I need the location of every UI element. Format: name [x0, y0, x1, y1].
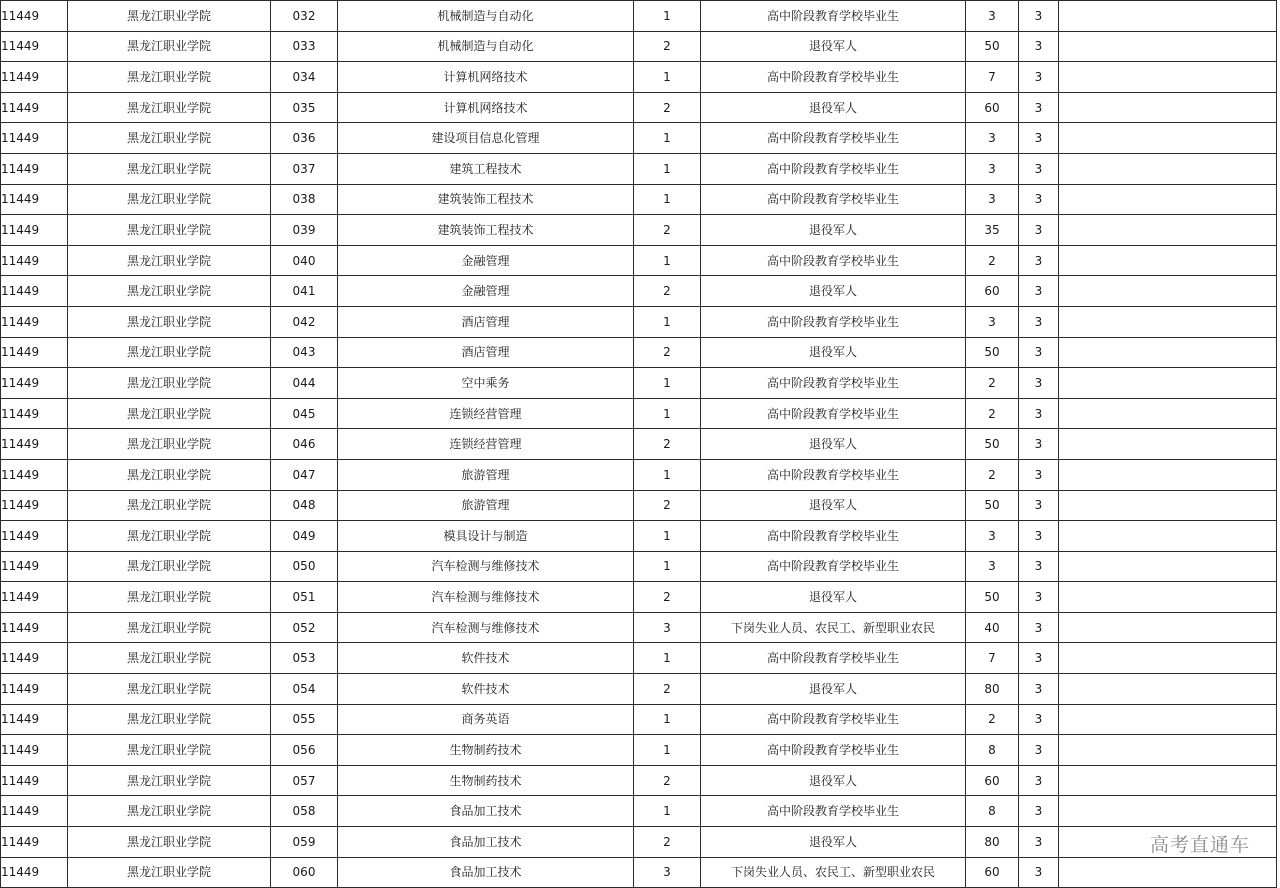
remarks-cell [1059, 337, 1277, 368]
major-code-cell: 045 [271, 398, 338, 429]
plan-count-cell: 3 [966, 123, 1019, 154]
duration-cell: 3 [1019, 429, 1059, 460]
duration-cell: 3 [1019, 62, 1059, 93]
plan-type-cell: 2 [634, 337, 701, 368]
enrollment-category-cell: 退役军人 [701, 674, 966, 705]
remarks-cell [1059, 459, 1277, 490]
table-row [1, 398, 1277, 429]
watermark: 高考直通车 [1149, 834, 1250, 856]
institution-code-cell: 11449 [1, 245, 68, 276]
institution-code-cell: 11449 [1, 62, 68, 93]
table-row [1, 765, 1277, 796]
duration-cell: 3 [1019, 1, 1059, 32]
major-code-cell: 038 [271, 184, 338, 215]
institution-code-cell: 11449 [1, 827, 68, 858]
institution-code-cell: 11449 [1, 765, 68, 796]
enrollment-category-cell: 高中阶段教育学校毕业生 [701, 398, 966, 429]
institution-code-cell: 11449 [1, 153, 68, 184]
table-row [1, 643, 1277, 674]
plan-count-cell: 50 [966, 31, 1019, 62]
major-code-cell: 049 [271, 521, 338, 552]
major-name-cell: 汽车检测与维修技术 [338, 551, 634, 582]
table-row [1, 735, 1277, 766]
duration-cell: 3 [1019, 857, 1059, 888]
major-name-cell: 建筑装饰工程技术 [338, 215, 634, 246]
plan-type-cell: 1 [634, 368, 701, 399]
plan-type-cell: 1 [634, 62, 701, 93]
institution-code-cell: 11449 [1, 398, 68, 429]
duration-cell: 3 [1019, 215, 1059, 246]
institution-code-cell: 11449 [1, 643, 68, 674]
institution-code-cell: 11449 [1, 123, 68, 154]
major-code-cell: 056 [271, 735, 338, 766]
table-row [1, 674, 1277, 705]
duration-cell: 3 [1019, 796, 1059, 827]
major-name-cell: 机械制造与自动化 [338, 1, 634, 32]
institution-name-cell: 黑龙江职业学院 [68, 1, 271, 32]
plan-count-cell: 8 [966, 796, 1019, 827]
plan-type-cell: 1 [634, 521, 701, 552]
table-row [1, 276, 1277, 307]
enrollment-category-cell: 高中阶段教育学校毕业生 [701, 735, 966, 766]
institution-name-cell: 黑龙江职业学院 [68, 245, 271, 276]
enrollment-category-cell: 退役军人 [701, 827, 966, 858]
institution-code-cell: 11449 [1, 368, 68, 399]
table-row [1, 857, 1277, 888]
remarks-cell [1059, 306, 1277, 337]
plan-type-cell: 1 [634, 796, 701, 827]
table-row [1, 429, 1277, 460]
major-code-cell: 035 [271, 92, 338, 123]
remarks-cell [1059, 276, 1277, 307]
institution-code-cell: 11449 [1, 306, 68, 337]
remarks-cell [1059, 521, 1277, 552]
remarks-cell [1059, 704, 1277, 735]
table-row [1, 245, 1277, 276]
institution-name-cell: 黑龙江职业学院 [68, 337, 271, 368]
plan-type-cell: 1 [634, 1, 701, 32]
institution-code-cell: 11449 [1, 459, 68, 490]
plan-type-cell: 1 [634, 551, 701, 582]
institution-code-cell: 11449 [1, 796, 68, 827]
plan-count-cell: 3 [966, 153, 1019, 184]
enrollment-category-cell: 下岗失业人员、农民工、新型职业农民 [701, 612, 966, 643]
table-row [1, 31, 1277, 62]
major-code-cell: 043 [271, 337, 338, 368]
enrollment-category-cell: 高中阶段教育学校毕业生 [701, 368, 966, 399]
institution-name-cell: 黑龙江职业学院 [68, 31, 271, 62]
institution-name-cell: 黑龙江职业学院 [68, 827, 271, 858]
institution-code-cell: 11449 [1, 31, 68, 62]
duration-cell: 3 [1019, 612, 1059, 643]
table-row [1, 704, 1277, 735]
duration-cell: 3 [1019, 643, 1059, 674]
institution-name-cell: 黑龙江职业学院 [68, 674, 271, 705]
duration-cell: 3 [1019, 184, 1059, 215]
remarks-cell [1059, 612, 1277, 643]
institution-code-cell: 11449 [1, 337, 68, 368]
plan-count-cell: 80 [966, 827, 1019, 858]
plan-count-cell: 3 [966, 521, 1019, 552]
duration-cell: 3 [1019, 551, 1059, 582]
plan-count-cell: 50 [966, 337, 1019, 368]
major-code-cell: 036 [271, 123, 338, 154]
enrollment-category-cell: 高中阶段教育学校毕业生 [701, 62, 966, 93]
institution-name-cell: 黑龙江职业学院 [68, 857, 271, 888]
plan-count-cell: 60 [966, 857, 1019, 888]
plan-count-cell: 2 [966, 459, 1019, 490]
plan-type-cell: 1 [634, 643, 701, 674]
duration-cell: 3 [1019, 490, 1059, 521]
duration-cell: 3 [1019, 276, 1059, 307]
table-row [1, 490, 1277, 521]
major-name-cell: 机械制造与自动化 [338, 31, 634, 62]
major-code-cell: 057 [271, 765, 338, 796]
major-name-cell: 计算机网络技术 [338, 92, 634, 123]
institution-code-cell: 11449 [1, 551, 68, 582]
major-name-cell: 建筑装饰工程技术 [338, 184, 634, 215]
remarks-cell [1059, 429, 1277, 460]
duration-cell: 3 [1019, 674, 1059, 705]
major-code-cell: 041 [271, 276, 338, 307]
remarks-cell [1059, 735, 1277, 766]
major-name-cell: 生物制药技术 [338, 735, 634, 766]
major-name-cell: 食品加工技术 [338, 857, 634, 888]
institution-name-cell: 黑龙江职业学院 [68, 92, 271, 123]
major-name-cell: 连锁经营管理 [338, 398, 634, 429]
remarks-cell [1059, 62, 1277, 93]
table-row [1, 123, 1277, 154]
plan-count-cell: 50 [966, 490, 1019, 521]
plan-type-cell: 3 [634, 857, 701, 888]
major-name-cell: 金融管理 [338, 276, 634, 307]
institution-name-cell: 黑龙江职业学院 [68, 551, 271, 582]
major-name-cell: 模具设计与制造 [338, 521, 634, 552]
duration-cell: 3 [1019, 521, 1059, 552]
enrollment-category-cell: 高中阶段教育学校毕业生 [701, 459, 966, 490]
institution-name-cell: 黑龙江职业学院 [68, 704, 271, 735]
plan-count-cell: 3 [966, 184, 1019, 215]
duration-cell: 3 [1019, 735, 1059, 766]
plan-count-cell: 2 [966, 245, 1019, 276]
plan-count-cell: 8 [966, 735, 1019, 766]
major-code-cell: 053 [271, 643, 338, 674]
plan-count-cell: 3 [966, 306, 1019, 337]
institution-name-cell: 黑龙江职业学院 [68, 215, 271, 246]
plan-type-cell: 1 [634, 398, 701, 429]
enrollment-category-cell: 退役军人 [701, 582, 966, 613]
institution-name-cell: 黑龙江职业学院 [68, 490, 271, 521]
remarks-cell [1059, 765, 1277, 796]
major-name-cell: 旅游管理 [338, 459, 634, 490]
plan-count-cell: 2 [966, 368, 1019, 399]
remarks-cell [1059, 31, 1277, 62]
table-row [1, 368, 1277, 399]
institution-name-cell: 黑龙江职业学院 [68, 582, 271, 613]
institution-name-cell: 黑龙江职业学院 [68, 643, 271, 674]
table-row [1, 582, 1277, 613]
table-row [1, 215, 1277, 246]
plan-type-cell: 2 [634, 582, 701, 613]
major-code-cell: 052 [271, 612, 338, 643]
institution-code-cell: 11449 [1, 704, 68, 735]
table-row [1, 521, 1277, 552]
institution-name-cell: 黑龙江职业学院 [68, 123, 271, 154]
major-code-cell: 033 [271, 31, 338, 62]
plan-count-cell: 2 [966, 704, 1019, 735]
duration-cell: 3 [1019, 765, 1059, 796]
duration-cell: 3 [1019, 398, 1059, 429]
major-name-cell: 酒店管理 [338, 337, 634, 368]
duration-cell: 3 [1019, 459, 1059, 490]
plan-count-cell: 7 [966, 643, 1019, 674]
plan-type-cell: 2 [634, 674, 701, 705]
major-code-cell: 050 [271, 551, 338, 582]
major-code-cell: 044 [271, 368, 338, 399]
major-name-cell: 酒店管理 [338, 306, 634, 337]
major-code-cell: 040 [271, 245, 338, 276]
plan-count-cell: 60 [966, 92, 1019, 123]
enrollment-category-cell: 退役军人 [701, 215, 966, 246]
major-code-cell: 054 [271, 674, 338, 705]
enrollment-category-cell: 高中阶段教育学校毕业生 [701, 643, 966, 674]
table-row [1, 551, 1277, 582]
major-code-cell: 034 [271, 62, 338, 93]
plan-type-cell: 1 [634, 459, 701, 490]
enrollment-category-cell: 高中阶段教育学校毕业生 [701, 551, 966, 582]
duration-cell: 3 [1019, 245, 1059, 276]
duration-cell: 3 [1019, 31, 1059, 62]
institution-code-cell: 11449 [1, 184, 68, 215]
major-code-cell: 042 [271, 306, 338, 337]
institution-code-cell: 11449 [1, 735, 68, 766]
remarks-cell [1059, 490, 1277, 521]
remarks-cell [1059, 92, 1277, 123]
major-name-cell: 食品加工技术 [338, 796, 634, 827]
institution-name-cell: 黑龙江职业学院 [68, 153, 271, 184]
plan-type-cell: 3 [634, 612, 701, 643]
enrollment-category-cell: 退役军人 [701, 490, 966, 521]
institution-name-cell: 黑龙江职业学院 [68, 184, 271, 215]
major-code-cell: 059 [271, 827, 338, 858]
table-row [1, 62, 1277, 93]
table-row [1, 184, 1277, 215]
table-row [1, 827, 1277, 858]
institution-code-cell: 11449 [1, 429, 68, 460]
institution-name-cell: 黑龙江职业学院 [68, 62, 271, 93]
plan-count-cell: 60 [966, 276, 1019, 307]
enrollment-category-cell: 下岗失业人员、农民工、新型职业农民 [701, 857, 966, 888]
remarks-cell [1059, 643, 1277, 674]
plan-type-cell: 2 [634, 215, 701, 246]
plan-count-cell: 50 [966, 429, 1019, 460]
enrollment-category-cell: 退役军人 [701, 337, 966, 368]
institution-name-cell: 黑龙江职业学院 [68, 368, 271, 399]
plan-count-cell: 3 [966, 1, 1019, 32]
major-code-cell: 048 [271, 490, 338, 521]
plan-type-cell: 1 [634, 184, 701, 215]
remarks-cell [1059, 184, 1277, 215]
enrollment-category-cell: 退役军人 [701, 429, 966, 460]
institution-name-cell: 黑龙江职业学院 [68, 796, 271, 827]
plan-count-cell: 35 [966, 215, 1019, 246]
duration-cell: 3 [1019, 368, 1059, 399]
remarks-cell [1059, 215, 1277, 246]
major-code-cell: 032 [271, 1, 338, 32]
remarks-cell [1059, 857, 1277, 888]
institution-code-cell: 11449 [1, 92, 68, 123]
plan-count-cell: 7 [966, 62, 1019, 93]
major-name-cell: 连锁经营管理 [338, 429, 634, 460]
enrollment-category-cell: 高中阶段教育学校毕业生 [701, 184, 966, 215]
duration-cell: 3 [1019, 704, 1059, 735]
plan-type-cell: 1 [634, 245, 701, 276]
enrollment-category-cell: 高中阶段教育学校毕业生 [701, 796, 966, 827]
plan-type-cell: 2 [634, 31, 701, 62]
major-name-cell: 生物制药技术 [338, 765, 634, 796]
institution-name-cell: 黑龙江职业学院 [68, 765, 271, 796]
institution-code-cell: 11449 [1, 521, 68, 552]
major-name-cell: 建筑工程技术 [338, 153, 634, 184]
enrollment-category-cell: 高中阶段教育学校毕业生 [701, 704, 966, 735]
plan-type-cell: 1 [634, 704, 701, 735]
major-name-cell: 旅游管理 [338, 490, 634, 521]
major-name-cell: 计算机网络技术 [338, 62, 634, 93]
major-name-cell: 食品加工技术 [338, 827, 634, 858]
institution-code-cell: 11449 [1, 1, 68, 32]
enrollment-category-cell: 高中阶段教育学校毕业生 [701, 245, 966, 276]
institution-name-cell: 黑龙江职业学院 [68, 276, 271, 307]
institution-name-cell: 黑龙江职业学院 [68, 429, 271, 460]
enrollment-category-cell: 退役军人 [701, 31, 966, 62]
plan-type-cell: 2 [634, 429, 701, 460]
duration-cell: 3 [1019, 827, 1059, 858]
institution-name-cell: 黑龙江职业学院 [68, 398, 271, 429]
remarks-cell [1059, 153, 1277, 184]
institution-name-cell: 黑龙江职业学院 [68, 735, 271, 766]
plan-type-cell: 2 [634, 827, 701, 858]
remarks-cell [1059, 582, 1277, 613]
major-code-cell: 037 [271, 153, 338, 184]
table-row [1, 1, 1277, 32]
plan-type-cell: 1 [634, 123, 701, 154]
major-code-cell: 046 [271, 429, 338, 460]
plan-count-cell: 60 [966, 765, 1019, 796]
enrollment-category-cell: 高中阶段教育学校毕业生 [701, 153, 966, 184]
remarks-cell [1059, 1, 1277, 32]
major-name-cell: 空中乘务 [338, 368, 634, 399]
institution-name-cell: 黑龙江职业学院 [68, 306, 271, 337]
table-row [1, 337, 1277, 368]
institution-code-cell: 11449 [1, 674, 68, 705]
institution-code-cell: 11449 [1, 215, 68, 246]
plan-count-cell: 50 [966, 582, 1019, 613]
remarks-cell [1059, 368, 1277, 399]
remarks-cell [1059, 398, 1277, 429]
duration-cell: 3 [1019, 337, 1059, 368]
enrollment-category-cell: 退役军人 [701, 765, 966, 796]
major-name-cell: 软件技术 [338, 674, 634, 705]
institution-name-cell: 黑龙江职业学院 [68, 459, 271, 490]
enrollment-category-cell: 高中阶段教育学校毕业生 [701, 123, 966, 154]
remarks-cell [1059, 123, 1277, 154]
enrollment-category-cell: 退役军人 [701, 92, 966, 123]
institution-code-cell: 11449 [1, 276, 68, 307]
plan-count-cell: 2 [966, 398, 1019, 429]
table-body [1, 1, 1277, 888]
institution-name-cell: 黑龙江职业学院 [68, 612, 271, 643]
major-name-cell: 汽车检测与维修技术 [338, 612, 634, 643]
enrollment-category-cell: 高中阶段教育学校毕业生 [701, 521, 966, 552]
remarks-cell [1059, 796, 1277, 827]
institution-code-cell: 11449 [1, 857, 68, 888]
remarks-cell [1059, 674, 1277, 705]
plan-count-cell: 40 [966, 612, 1019, 643]
plan-type-cell: 1 [634, 735, 701, 766]
institution-code-cell: 11449 [1, 490, 68, 521]
remarks-cell [1059, 551, 1277, 582]
enrollment-category-cell: 高中阶段教育学校毕业生 [701, 1, 966, 32]
table-row [1, 306, 1277, 337]
remarks-cell [1059, 245, 1277, 276]
table-row [1, 459, 1277, 490]
plan-type-cell: 1 [634, 306, 701, 337]
duration-cell: 3 [1019, 582, 1059, 613]
table-row [1, 796, 1277, 827]
table-row [1, 92, 1277, 123]
plan-type-cell: 1 [634, 153, 701, 184]
major-name-cell: 商务英语 [338, 704, 634, 735]
major-name-cell: 建设项目信息化管理 [338, 123, 634, 154]
duration-cell: 3 [1019, 306, 1059, 337]
major-code-cell: 060 [271, 857, 338, 888]
table-row [1, 612, 1277, 643]
major-code-cell: 047 [271, 459, 338, 490]
duration-cell: 3 [1019, 153, 1059, 184]
institution-name-cell: 黑龙江职业学院 [68, 521, 271, 552]
institution-code-cell: 11449 [1, 612, 68, 643]
plan-type-cell: 2 [634, 276, 701, 307]
plan-count-cell: 80 [966, 674, 1019, 705]
plan-type-cell: 2 [634, 490, 701, 521]
major-name-cell: 软件技术 [338, 643, 634, 674]
plan-count-cell: 3 [966, 551, 1019, 582]
plan-type-cell: 2 [634, 92, 701, 123]
major-code-cell: 055 [271, 704, 338, 735]
enrollment-category-cell: 高中阶段教育学校毕业生 [701, 306, 966, 337]
major-name-cell: 汽车检测与维修技术 [338, 582, 634, 613]
major-code-cell: 058 [271, 796, 338, 827]
institution-code-cell: 11449 [1, 582, 68, 613]
major-code-cell: 039 [271, 215, 338, 246]
table-row [1, 153, 1277, 184]
enrollment-category-cell: 退役军人 [701, 276, 966, 307]
plan-type-cell: 2 [634, 765, 701, 796]
duration-cell: 3 [1019, 92, 1059, 123]
major-name-cell: 金融管理 [338, 245, 634, 276]
duration-cell: 3 [1019, 123, 1059, 154]
major-code-cell: 051 [271, 582, 338, 613]
